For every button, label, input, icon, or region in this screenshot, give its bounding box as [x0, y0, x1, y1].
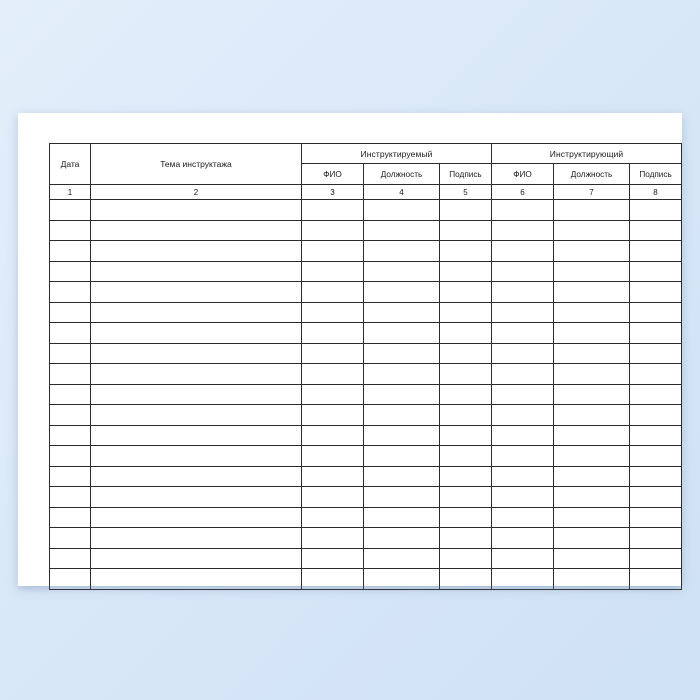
table-cell-empty[interactable] [364, 282, 440, 303]
table-cell-empty[interactable] [554, 343, 630, 364]
table-cell-empty[interactable] [440, 384, 492, 405]
table-cell-empty[interactable] [364, 446, 440, 467]
table-cell-empty[interactable] [554, 220, 630, 241]
table-cell-empty[interactable] [50, 220, 91, 241]
table-cell-empty[interactable] [364, 466, 440, 487]
table-row[interactable] [50, 282, 682, 303]
table-cell-empty[interactable] [630, 384, 682, 405]
table-cell-empty[interactable] [91, 466, 302, 487]
table-cell-empty[interactable] [91, 507, 302, 528]
table-cell-empty[interactable] [91, 220, 302, 241]
table-cell-empty[interactable] [630, 507, 682, 528]
column-number-row [50, 185, 682, 200]
table-cell-empty[interactable] [440, 241, 492, 262]
table-cell-empty[interactable] [302, 323, 364, 344]
table-cell-empty[interactable] [554, 528, 630, 549]
table-cell-empty[interactable] [91, 487, 302, 508]
instruction-log-table [49, 143, 682, 590]
table-cell-empty[interactable] [91, 425, 302, 446]
table-cell-empty[interactable] [91, 343, 302, 364]
column-header-topic: Тема инструктажа [91, 144, 302, 185]
column-header-instructor-position: Должность [554, 164, 630, 185]
table-cell-empty[interactable] [50, 425, 91, 446]
table-cell-empty[interactable] [302, 302, 364, 323]
table-cell-empty[interactable] [492, 302, 554, 323]
table-row[interactable] [50, 507, 682, 528]
table-cell-empty[interactable] [364, 569, 440, 590]
table-cell-empty[interactable] [50, 384, 91, 405]
table-cell-empty[interactable] [50, 323, 91, 344]
table-cell-empty[interactable] [630, 548, 682, 569]
table-cell-empty[interactable] [492, 507, 554, 528]
table-cell-empty[interactable] [492, 487, 554, 508]
table-cell-empty[interactable] [302, 487, 364, 508]
table-cell-empty[interactable] [492, 220, 554, 241]
table-cell-empty[interactable] [554, 323, 630, 344]
table-cell-empty[interactable] [440, 548, 492, 569]
table-cell-empty[interactable] [91, 261, 302, 282]
table-row[interactable] [50, 364, 682, 385]
table-cell-empty[interactable] [50, 466, 91, 487]
column-number: 2 [91, 185, 302, 200]
table-cell-empty[interactable] [302, 364, 364, 385]
table-cell-empty[interactable] [630, 220, 682, 241]
column-header-date: Дата [50, 144, 91, 185]
table-row[interactable] [50, 200, 682, 221]
table-cell-empty[interactable] [50, 528, 91, 549]
table-cell-empty[interactable] [364, 200, 440, 221]
table-cell-empty[interactable] [630, 261, 682, 282]
table-cell-empty[interactable] [554, 569, 630, 590]
paper-sheet [18, 113, 682, 586]
table-cell-empty[interactable] [440, 528, 492, 549]
table-cell-empty[interactable] [492, 364, 554, 385]
table-cell-empty[interactable] [554, 261, 630, 282]
table-cell-empty[interactable] [364, 261, 440, 282]
column-number: 1 [50, 185, 91, 200]
table-cell-empty[interactable] [91, 405, 302, 426]
table-cell-empty[interactable] [554, 384, 630, 405]
table-cell-empty[interactable] [440, 425, 492, 446]
table-row[interactable] [50, 569, 682, 590]
table-cell-empty[interactable] [492, 343, 554, 364]
table-cell-empty[interactable] [302, 343, 364, 364]
table-cell-empty[interactable] [50, 446, 91, 467]
table-row[interactable] [50, 343, 682, 364]
table-cell-empty[interactable] [492, 528, 554, 549]
table-cell-empty[interactable] [630, 466, 682, 487]
column-number: 6 [492, 185, 554, 200]
table-cell-empty[interactable] [364, 405, 440, 426]
column-number: 5 [440, 185, 492, 200]
table-cell-empty[interactable] [364, 548, 440, 569]
table-cell-empty[interactable] [302, 200, 364, 221]
table-row[interactable] [50, 528, 682, 549]
table-cell-empty[interactable] [91, 282, 302, 303]
table-cell-empty[interactable] [492, 384, 554, 405]
table-cell-empty[interactable] [630, 446, 682, 467]
table-cell-empty[interactable] [440, 507, 492, 528]
table-cell-empty[interactable] [91, 323, 302, 344]
table-cell-empty[interactable] [364, 364, 440, 385]
table-cell-empty[interactable] [440, 364, 492, 385]
table-cell-empty[interactable] [302, 446, 364, 467]
table-cell-empty[interactable] [302, 405, 364, 426]
table-cell-empty[interactable] [554, 282, 630, 303]
table-cell-empty[interactable] [440, 569, 492, 590]
table-cell-empty[interactable] [302, 384, 364, 405]
table-cell-empty[interactable] [364, 220, 440, 241]
table-cell-empty[interactable] [554, 466, 630, 487]
table-cell-empty[interactable] [492, 548, 554, 569]
table-cell-empty[interactable] [364, 528, 440, 549]
table-row[interactable] [50, 425, 682, 446]
table-cell-empty[interactable] [364, 343, 440, 364]
column-header-instructor-name: ФИО [492, 164, 554, 185]
group-header-instructed: Инструктируемый [302, 144, 492, 164]
table-row[interactable] [50, 384, 682, 405]
table-cell-empty[interactable] [492, 241, 554, 262]
table-cell-empty[interactable] [630, 323, 682, 344]
table-row[interactable] [50, 302, 682, 323]
table-cell-empty[interactable] [50, 507, 91, 528]
table-cell-empty[interactable] [302, 220, 364, 241]
table-cell-empty[interactable] [91, 364, 302, 385]
table-cell-empty[interactable] [492, 466, 554, 487]
table-cell-empty[interactable] [492, 425, 554, 446]
table-cell-empty[interactable] [630, 569, 682, 590]
table-row[interactable] [50, 261, 682, 282]
table-cell-empty[interactable] [630, 425, 682, 446]
table-cell-empty[interactable] [492, 261, 554, 282]
column-header-instructed-position: Должность [364, 164, 440, 185]
table-cell-empty[interactable] [302, 282, 364, 303]
column-header-instructed-name: ФИО [302, 164, 364, 185]
table-cell-empty[interactable] [630, 343, 682, 364]
table-cell-empty[interactable] [554, 405, 630, 426]
table-row[interactable] [50, 548, 682, 569]
table-cell-empty[interactable] [364, 425, 440, 446]
table-header [50, 144, 682, 200]
table-cell-empty[interactable] [630, 364, 682, 385]
table-cell-empty[interactable] [440, 261, 492, 282]
column-header-instructed-signature: Подпись [440, 164, 492, 185]
table-cell-empty[interactable] [364, 507, 440, 528]
table-cell-empty[interactable] [630, 405, 682, 426]
table-row[interactable] [50, 446, 682, 467]
table-cell-empty[interactable] [302, 528, 364, 549]
table-cell-empty[interactable] [492, 569, 554, 590]
table-cell-empty[interactable] [50, 200, 91, 221]
table-cell-empty[interactable] [364, 384, 440, 405]
column-number: 3 [302, 185, 364, 200]
table-cell-empty[interactable] [302, 466, 364, 487]
table-cell-empty[interactable] [440, 487, 492, 508]
table-cell-empty[interactable] [302, 507, 364, 528]
column-header-instructor-signature: Подпись [630, 164, 682, 185]
table-cell-empty[interactable] [50, 302, 91, 323]
table-cell-empty[interactable] [50, 364, 91, 385]
table-cell-empty[interactable] [50, 548, 91, 569]
table-cell-empty[interactable] [630, 282, 682, 303]
table-cell-empty[interactable] [554, 200, 630, 221]
table-cell-empty[interactable] [554, 425, 630, 446]
table-row[interactable] [50, 466, 682, 487]
table-cell-empty[interactable] [630, 302, 682, 323]
table-cell-empty[interactable] [440, 446, 492, 467]
table-body [50, 200, 682, 590]
group-header-instructor: Инструктирующий [492, 144, 682, 164]
table-cell-empty[interactable] [492, 282, 554, 303]
column-number: 4 [364, 185, 440, 200]
table-cell-empty[interactable] [91, 200, 302, 221]
table-cell-empty[interactable] [50, 487, 91, 508]
table-cell-empty[interactable] [50, 405, 91, 426]
table-cell-empty[interactable] [554, 507, 630, 528]
table-cell-empty[interactable] [50, 241, 91, 262]
table-cell-empty[interactable] [440, 200, 492, 221]
table-cell-empty[interactable] [50, 569, 91, 590]
table-cell-empty[interactable] [364, 487, 440, 508]
table-cell-empty[interactable] [440, 323, 492, 344]
table-cell-empty[interactable] [364, 323, 440, 344]
table-cell-empty[interactable] [91, 384, 302, 405]
table-cell-empty[interactable] [364, 302, 440, 323]
table-cell-empty[interactable] [364, 241, 440, 262]
table-cell-empty[interactable] [50, 282, 91, 303]
table-cell-empty[interactable] [492, 446, 554, 467]
table-cell-empty[interactable] [91, 548, 302, 569]
table-cell-empty[interactable] [302, 261, 364, 282]
table-row[interactable] [50, 241, 682, 262]
table-cell-empty[interactable] [554, 548, 630, 569]
table-cell-empty[interactable] [492, 200, 554, 221]
table-cell-empty[interactable] [630, 487, 682, 508]
table-cell-empty[interactable] [91, 241, 302, 262]
table-cell-empty[interactable] [554, 487, 630, 508]
table-cell-empty[interactable] [492, 323, 554, 344]
table-cell-empty[interactable] [302, 548, 364, 569]
table-row[interactable] [50, 487, 682, 508]
column-number: 7 [554, 185, 630, 200]
table-cell-empty[interactable] [630, 241, 682, 262]
table-cell-empty[interactable] [630, 528, 682, 549]
table-cell-empty[interactable] [91, 528, 302, 549]
table-row[interactable] [50, 323, 682, 344]
table-cell-empty[interactable] [91, 302, 302, 323]
table-cell-empty[interactable] [554, 364, 630, 385]
table-cell-empty[interactable] [440, 302, 492, 323]
table-cell-empty[interactable] [91, 569, 302, 590]
table-row[interactable] [50, 220, 682, 241]
column-number: 8 [630, 185, 682, 200]
table-cell-empty[interactable] [440, 343, 492, 364]
table-cell-empty[interactable] [554, 241, 630, 262]
table-cell-empty[interactable] [492, 405, 554, 426]
table-cell-empty[interactable] [50, 261, 91, 282]
table-cell-empty[interactable] [302, 569, 364, 590]
table-row[interactable] [50, 405, 682, 426]
table-cell-empty[interactable] [440, 466, 492, 487]
table-cell-empty[interactable] [50, 343, 91, 364]
table-cell-empty[interactable] [440, 282, 492, 303]
table-cell-empty[interactable] [554, 446, 630, 467]
table-cell-empty[interactable] [302, 425, 364, 446]
table-cell-empty[interactable] [554, 302, 630, 323]
table-cell-empty[interactable] [302, 241, 364, 262]
table-cell-empty[interactable] [440, 220, 492, 241]
table-cell-empty[interactable] [440, 405, 492, 426]
header-row-groups [50, 144, 682, 164]
table-cell-empty[interactable] [91, 446, 302, 467]
table-cell-empty[interactable] [630, 200, 682, 221]
